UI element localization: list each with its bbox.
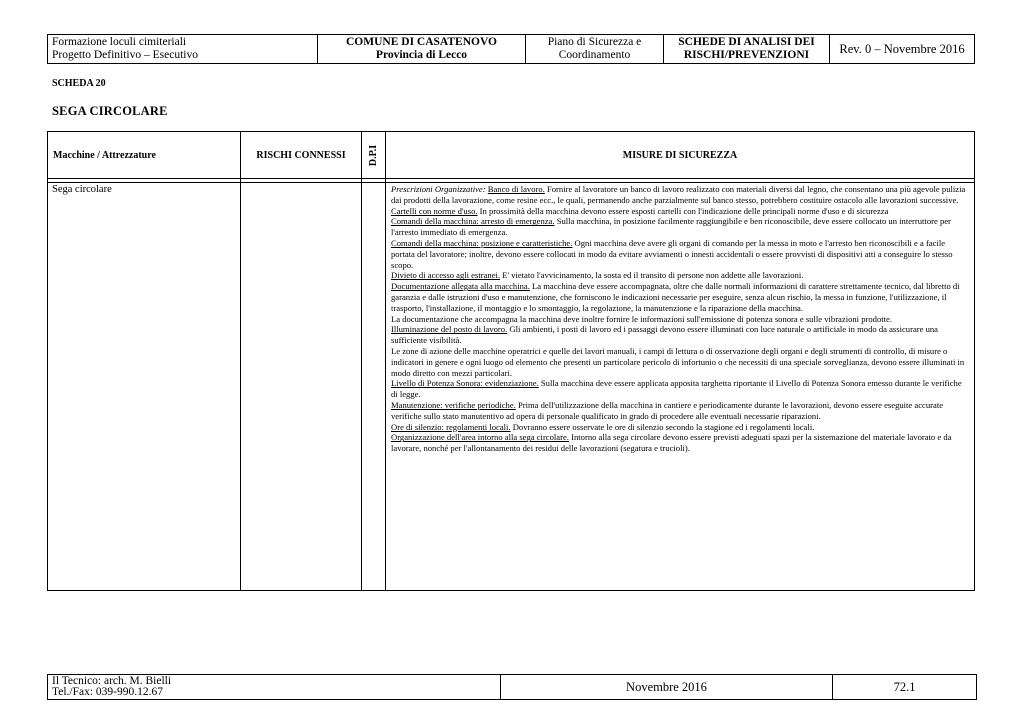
schede-title-line1: SCHEDE DI ANALISI DEI — [678, 36, 815, 48]
document-header — [47, 34, 975, 64]
column-header-rischi: RISCHI CONNESSI — [241, 132, 362, 179]
measure-title: Livello di Potenza Sonora: evidenziazione. — [391, 378, 539, 389]
measure-item — [391, 270, 969, 281]
dpi-cell — [362, 183, 386, 591]
technician-name: Il Tecnico: arch. M. Bielli — [52, 675, 172, 687]
measure-text: Ogni macchina deve avere gli organi di comando per la messa in moto e l'arresto ben riconoscibili e a facile portata del lavoratore; inoltre, devono essere collocati in modo da evitare avviamenti o innesti accidentali o essere provvisti di dispositivi atti a conseguire lo stesso scopo. — [391, 237, 953, 270]
measure-title: Banco di lavoro. — [487, 184, 545, 194]
plan-title-line1: Piano di Sicurezza e — [547, 36, 642, 48]
measure-title: Ore di silenzio: regolamenti locali. — [391, 421, 511, 432]
measure-text: Gli ambienti, i posti di lavoro ed i passaggi devono essere illuminati con luce naturale o artificiale in modo da assicurare una sufficiente visibilità. — [391, 324, 938, 346]
page-title: SEGA CIRCOLARE — [52, 104, 168, 118]
measure-item — [391, 422, 969, 433]
measure-text: Fornire al lavoratore un banco di lavoro realizzato con materiali diversi dal legno, che consentano una più agevole pulizia dai prodotti della lavorazione, come resine ecc., le quali, permanendo anche parzialmente sul banco stesso, potrebbero costituire ostacolo alle lavorazioni successive. — [391, 184, 966, 205]
measure-title: Cartelli con norme d'uso. — [391, 205, 478, 216]
column-header-dpi: D.P.I — [368, 144, 379, 166]
measure-text: Le zone di azione delle macchine operatrici e quelle dei lavori manuali, i campi di lettura o di osservazione degli organi e degli strumenti di controllo, di misure o indicatori in genere e ogni luogo od elemento che presenti un particolare pericolo di infortunio o che necessiti di una speciale sorveglianza, devono essere illuminati in modo diretto con mezzi particolari. — [391, 345, 965, 378]
measure-text: In prossimità della macchina devono essere esposti cartelli con l'indicazione delle principali norme d'uso e di sicurezza — [479, 205, 889, 216]
measure-title: Comandi della macchina: arresto di emergenza. — [391, 216, 555, 227]
measure-text: E' vietato l'avvicinamento, la sosta ed il transito di persone non addette alle lavorazioni. — [502, 270, 804, 281]
risk-analysis-table — [47, 131, 975, 591]
machine-cell: Sega circolare — [48, 183, 241, 591]
measure-item — [391, 184, 969, 206]
measure-title: Divieto di accesso agli estranei. — [391, 270, 501, 281]
project-phase: Progetto Definitivo – Esecutivo — [52, 49, 198, 61]
measure-title: Documentazione allegata alla macchina. — [391, 281, 530, 292]
rischi-cell — [241, 183, 362, 591]
measure-title: Organizzazione dell'area intorno alla sega circolare. — [391, 432, 569, 443]
schede-cell — [664, 35, 830, 64]
measure-title: Illuminazione del posto di lavoro. — [391, 324, 508, 335]
measure-text: La macchina deve essere accompagnata, oltre che dalle normali informazioni di carattere strettamente tecnico, dal libretto di garanzia e dalle istruzioni d'uso e manutenzione, che forniscono le indicazioni necessarie per eseguire, senza alcun rischio, la messa in funzione, l'utilizzazione, il trasporto, l'installazione, il montaggio e lo smontaggio, la regolazione, la manutenzione e la riparazione della macchina. — [391, 281, 960, 313]
document-footer — [47, 674, 977, 700]
measure-item — [391, 378, 969, 400]
municipality-cell — [318, 35, 526, 64]
province-name: Provincia di Lecco — [375, 49, 468, 61]
measure-item — [391, 324, 969, 346]
measure-item — [391, 346, 969, 378]
plan-cell — [526, 35, 664, 64]
column-header-misure: MISURE DI SICUREZZA — [386, 132, 975, 179]
measure-item — [391, 206, 969, 217]
measure-text: Intorno alla sega circolare devono essere previsti adeguati spazi per la sistemazione del materiale lavorato e da lavorare, nonché per l'allontanamento dei residui delle lavorazioni (segatura e trucioli). — [391, 432, 952, 454]
revision-label: Rev. 0 – Novembre 2016 — [839, 41, 965, 56]
scheda-number: SCHEDA 20 — [52, 78, 106, 89]
column-header-dpi-cell — [362, 132, 386, 179]
measure-item — [391, 216, 969, 238]
measure-text: Prima dell'utilizzazione della macchina in cantiere e periodicamente durante le lavorazioni, devono essere eseguite accurate verifiche sullo stato manutentivo ad opera di personale qualificato in grado di procedere alle eventuali necessarie riparazioni. — [391, 399, 944, 421]
measure-item — [391, 281, 969, 313]
column-header-macchine: Macchine / Attrezzature — [48, 132, 241, 179]
project-cell — [48, 35, 318, 64]
measure-item — [391, 238, 969, 270]
revision-cell — [830, 35, 975, 64]
table-row — [48, 183, 975, 591]
municipality-name: COMUNE DI CASATENOVO — [346, 36, 497, 48]
footer-date: Novembre 2016 — [501, 675, 833, 700]
measure-title: Manutenzione: verifiche periodiche. — [391, 399, 516, 410]
plan-title-line2: Coordinamento — [558, 49, 631, 61]
measures-list — [391, 184, 969, 454]
schede-title-line2: RISCHI/PREVENZIONI — [683, 49, 810, 61]
measures-cell — [386, 183, 975, 591]
measure-text: Sulla macchina deve essere applicata apposita targhetta riportante il Livello di Potenza Sonora emesso durante le verifiche di legge. — [391, 378, 962, 400]
measure-text: La documentazione che accompagna la macchina deve inoltre fornire le informazioni sull'emissione di potenza sonora e sulle vibrazioni prodotte. — [391, 313, 892, 324]
project-title: Formazione loculi cimiteriali — [52, 36, 187, 48]
table-header-row — [48, 132, 975, 179]
measure-item — [391, 432, 969, 454]
measure-item — [391, 400, 969, 422]
measure-text: Dovranno essere osservate le ore di silenzio secondo la stagione ed i regolamenti locali. — [512, 421, 815, 432]
measure-title: Comandi della macchina: posizione e caratteristiche. — [391, 237, 573, 248]
measure-prefix: Prescrizioni Organizzative: — [391, 184, 486, 194]
page-number: 72.1 — [833, 675, 977, 700]
technician-cell — [48, 675, 501, 700]
measure-item — [391, 314, 969, 325]
measure-text: Sulla macchina, in posizione facilmente raggiungibile e ben riconoscibile, deve essere collocato un interruttore per l'arresto immediato di emergenza. — [391, 216, 951, 238]
technician-contact: Tel./Fax: 039-990.12.67 — [52, 686, 163, 698]
